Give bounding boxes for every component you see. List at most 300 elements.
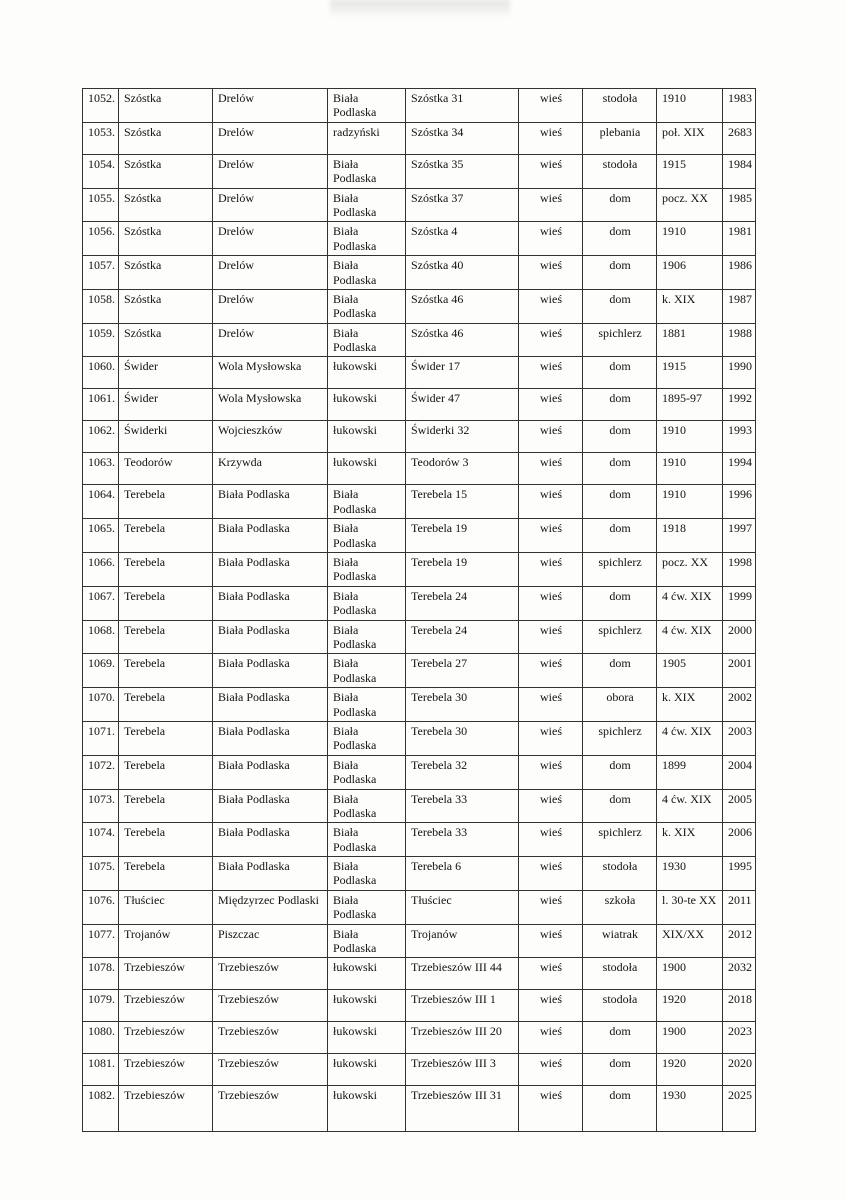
cell-locality: Trzebieszów (119, 1086, 213, 1132)
cell-locality: Szóstka (119, 222, 213, 256)
cell-row-number: 1071. (83, 721, 119, 755)
cell-dating: 1910 (657, 485, 723, 519)
cell-commune: Drelów (213, 222, 328, 256)
cell-dating: 1910 (657, 453, 723, 485)
cell-dating: k. XIX (657, 289, 723, 323)
cell-district: łukowski (328, 421, 406, 453)
cell-settlement-type: wieś (519, 289, 583, 323)
cell-commune: Piszczac (213, 924, 328, 958)
cell-row-number: 1073. (83, 789, 119, 823)
table-row (83, 789, 756, 823)
cell-object-type: stodoła (583, 154, 657, 188)
cell-object-type: dom (583, 421, 657, 453)
cell-dating: 1881 (657, 323, 723, 357)
cell-dating: 4 ćw. XIX (657, 620, 723, 654)
cell-row-number: 1081. (83, 1054, 119, 1086)
cell-register-code: 1986 (723, 256, 756, 290)
cell-settlement-type: wieś (519, 519, 583, 553)
cell-dating: k. XIX (657, 823, 723, 857)
cell-dating: 1905 (657, 654, 723, 688)
cell-commune: Trzebieszów (213, 1086, 328, 1132)
cell-object-type: dom (583, 357, 657, 389)
cell-address: Trojanów (406, 924, 519, 958)
cell-row-number: 1069. (83, 654, 119, 688)
cell-row-number: 1064. (83, 485, 119, 519)
cell-settlement-type: wieś (519, 421, 583, 453)
cell-district: łukowski (328, 958, 406, 990)
cell-row-number: 1078. (83, 958, 119, 990)
cell-object-type: dom (583, 789, 657, 823)
cell-district: łukowski (328, 389, 406, 421)
cell-locality: Trojanów (119, 924, 213, 958)
table-row (83, 990, 756, 1022)
cell-dating: k. XIX (657, 688, 723, 722)
cell-row-number: 1082. (83, 1086, 119, 1132)
cell-settlement-type: wieś (519, 688, 583, 722)
cell-commune: Biała Podlaska (213, 519, 328, 553)
cell-district: Biała Podlaska (328, 519, 406, 553)
table-row (83, 890, 756, 924)
cell-district: Biała Podlaska (328, 688, 406, 722)
cell-commune: Trzebieszów (213, 958, 328, 990)
cell-dating: 1910 (657, 421, 723, 453)
cell-row-number: 1072. (83, 755, 119, 789)
cell-address: Szóstka 46 (406, 323, 519, 357)
cell-settlement-type: wieś (519, 323, 583, 357)
table-row (83, 188, 756, 222)
cell-settlement-type: wieś (519, 890, 583, 924)
cell-commune: Biała Podlaska (213, 485, 328, 519)
cell-object-type: spichlerz (583, 553, 657, 587)
table-row (83, 688, 756, 722)
cell-address: Terebela 30 (406, 721, 519, 755)
scan-artifact (330, 0, 510, 18)
cell-register-code: 1993 (723, 421, 756, 453)
table-row (83, 122, 756, 154)
cell-settlement-type: wieś (519, 990, 583, 1022)
cell-dating: 1920 (657, 990, 723, 1022)
cell-register-code: 1983 (723, 89, 756, 123)
cell-commune: Drelów (213, 323, 328, 357)
cell-settlement-type: wieś (519, 122, 583, 154)
cell-settlement-type: wieś (519, 755, 583, 789)
cell-dating: poł. XIX (657, 122, 723, 154)
cell-register-code: 1987 (723, 289, 756, 323)
cell-district: łukowski (328, 357, 406, 389)
cell-dating: 1920 (657, 1054, 723, 1086)
cell-address: Szóstka 31 (406, 89, 519, 123)
cell-address: Szóstka 37 (406, 188, 519, 222)
cell-dating: 1900 (657, 958, 723, 990)
cell-address: Szóstka 35 (406, 154, 519, 188)
table-row (83, 289, 756, 323)
cell-object-type: obora (583, 688, 657, 722)
cell-commune: Drelów (213, 89, 328, 123)
cell-object-type: dom (583, 453, 657, 485)
cell-register-code: 2683 (723, 122, 756, 154)
cell-locality: Świderki (119, 421, 213, 453)
cell-district: Biała Podlaska (328, 154, 406, 188)
cell-dating: 4 ćw. XIX (657, 721, 723, 755)
cell-register-code: 2012 (723, 924, 756, 958)
cell-commune: Biała Podlaska (213, 688, 328, 722)
cell-row-number: 1055. (83, 188, 119, 222)
cell-row-number: 1076. (83, 890, 119, 924)
table-row (83, 857, 756, 891)
cell-register-code: 2020 (723, 1054, 756, 1086)
table-row (83, 620, 756, 654)
cell-district: Biała Podlaska (328, 620, 406, 654)
cell-object-type: dom (583, 1022, 657, 1054)
cell-locality: Świder (119, 389, 213, 421)
cell-row-number: 1059. (83, 323, 119, 357)
cell-row-number: 1066. (83, 553, 119, 587)
cell-row-number: 1057. (83, 256, 119, 290)
cell-dating: 1915 (657, 357, 723, 389)
cell-locality: Terebela (119, 654, 213, 688)
cell-district: Biała Podlaska (328, 256, 406, 290)
cell-object-type: dom (583, 389, 657, 421)
cell-dating: pocz. XX (657, 553, 723, 587)
cell-register-code: 2011 (723, 890, 756, 924)
cell-settlement-type: wieś (519, 188, 583, 222)
cell-address: Świder 17 (406, 357, 519, 389)
cell-register-code: 2004 (723, 755, 756, 789)
cell-commune: Biała Podlaska (213, 586, 328, 620)
cell-settlement-type: wieś (519, 586, 583, 620)
cell-commune: Biała Podlaska (213, 620, 328, 654)
cell-object-type: wiatrak (583, 924, 657, 958)
cell-district: Biała Podlaska (328, 485, 406, 519)
cell-object-type: spichlerz (583, 823, 657, 857)
cell-locality: Szóstka (119, 89, 213, 123)
cell-object-type: stodoła (583, 857, 657, 891)
cell-commune: Trzebieszów (213, 1054, 328, 1086)
cell-object-type: dom (583, 1054, 657, 1086)
cell-row-number: 1075. (83, 857, 119, 891)
cell-object-type: dom (583, 1086, 657, 1132)
cell-locality: Trzebieszów (119, 990, 213, 1022)
cell-district: Biała Podlaska (328, 89, 406, 123)
cell-register-code: 1984 (723, 154, 756, 188)
cell-row-number: 1068. (83, 620, 119, 654)
cell-dating: 1915 (657, 154, 723, 188)
cell-object-type: plebania (583, 122, 657, 154)
cell-commune: Biała Podlaska (213, 654, 328, 688)
cell-row-number: 1058. (83, 289, 119, 323)
cell-district: łukowski (328, 1086, 406, 1132)
cell-locality: Trzebieszów (119, 958, 213, 990)
cell-object-type: dom (583, 188, 657, 222)
cell-settlement-type: wieś (519, 857, 583, 891)
cell-row-number: 1056. (83, 222, 119, 256)
cell-address: Tłuściec (406, 890, 519, 924)
cell-register-code: 1981 (723, 222, 756, 256)
cell-locality: Terebela (119, 620, 213, 654)
cell-address: Trzebieszów III 1 (406, 990, 519, 1022)
cell-locality: Terebela (119, 857, 213, 891)
cell-register-code: 1998 (723, 553, 756, 587)
cell-address: Szóstka 4 (406, 222, 519, 256)
cell-register-code: 2018 (723, 990, 756, 1022)
cell-district: łukowski (328, 453, 406, 485)
cell-settlement-type: wieś (519, 924, 583, 958)
cell-locality: Terebela (119, 721, 213, 755)
cell-row-number: 1077. (83, 924, 119, 958)
cell-commune: Biała Podlaska (213, 721, 328, 755)
cell-locality: Terebela (119, 688, 213, 722)
cell-address: Trzebieszów III 20 (406, 1022, 519, 1054)
table-row (83, 1054, 756, 1086)
cell-commune: Wola Mysłowska (213, 389, 328, 421)
table-row (83, 586, 756, 620)
cell-district: radzyński (328, 122, 406, 154)
cell-locality: Terebela (119, 823, 213, 857)
cell-register-code: 2006 (723, 823, 756, 857)
cell-locality: Szóstka (119, 122, 213, 154)
cell-settlement-type: wieś (519, 357, 583, 389)
cell-address: Terebela 24 (406, 620, 519, 654)
cell-commune: Międzyrzec Podlaski (213, 890, 328, 924)
cell-locality: Szóstka (119, 256, 213, 290)
cell-dating: 4 ćw. XIX (657, 789, 723, 823)
cell-locality: Szóstka (119, 323, 213, 357)
cell-dating: 1899 (657, 755, 723, 789)
table-row (83, 485, 756, 519)
cell-row-number: 1067. (83, 586, 119, 620)
cell-settlement-type: wieś (519, 721, 583, 755)
cell-dating: 1930 (657, 857, 723, 891)
cell-register-code: 2025 (723, 1086, 756, 1132)
cell-object-type: dom (583, 289, 657, 323)
cell-row-number: 1079. (83, 990, 119, 1022)
cell-commune: Biała Podlaska (213, 553, 328, 587)
cell-address: Świder 47 (406, 389, 519, 421)
cell-register-code: 2003 (723, 721, 756, 755)
cell-commune: Drelów (213, 289, 328, 323)
table-row (83, 1086, 756, 1132)
table-row (83, 421, 756, 453)
cell-dating: 1900 (657, 1022, 723, 1054)
cell-district: Biała Podlaska (328, 823, 406, 857)
table-row (83, 721, 756, 755)
cell-row-number: 1080. (83, 1022, 119, 1054)
cell-commune: Trzebieszów (213, 1022, 328, 1054)
cell-row-number: 1054. (83, 154, 119, 188)
cell-object-type: spichlerz (583, 323, 657, 357)
cell-row-number: 1061. (83, 389, 119, 421)
cell-object-type: szkoła (583, 890, 657, 924)
cell-locality: Szóstka (119, 289, 213, 323)
cell-register-code: 1995 (723, 857, 756, 891)
cell-district: Biała Podlaska (328, 857, 406, 891)
cell-address: Terebela 30 (406, 688, 519, 722)
cell-district: łukowski (328, 1054, 406, 1086)
table-row (83, 222, 756, 256)
cell-locality: Tłuściec (119, 890, 213, 924)
cell-object-type: dom (583, 755, 657, 789)
cell-district: Biała Podlaska (328, 586, 406, 620)
cell-address: Terebela 19 (406, 519, 519, 553)
cell-dating: 1895-97 (657, 389, 723, 421)
cell-object-type: dom (583, 256, 657, 290)
cell-object-type: dom (583, 519, 657, 553)
cell-row-number: 1063. (83, 453, 119, 485)
cell-address: Terebela 24 (406, 586, 519, 620)
cell-register-code: 1997 (723, 519, 756, 553)
cell-commune: Biała Podlaska (213, 789, 328, 823)
cell-register-code: 2001 (723, 654, 756, 688)
cell-row-number: 1052. (83, 89, 119, 123)
cell-settlement-type: wieś (519, 453, 583, 485)
cell-district: Biała Podlaska (328, 289, 406, 323)
cell-locality: Terebela (119, 755, 213, 789)
cell-settlement-type: wieś (519, 1054, 583, 1086)
cell-district: Biała Podlaska (328, 188, 406, 222)
cell-settlement-type: wieś (519, 553, 583, 587)
cell-district: Biała Podlaska (328, 890, 406, 924)
cell-address: Szóstka 46 (406, 289, 519, 323)
cell-row-number: 1065. (83, 519, 119, 553)
cell-object-type: dom (583, 654, 657, 688)
cell-district: Biała Podlaska (328, 721, 406, 755)
cell-object-type: dom (583, 222, 657, 256)
cell-locality: Trzebieszów (119, 1054, 213, 1086)
cell-dating: l. 30-te XX (657, 890, 723, 924)
cell-district: łukowski (328, 1022, 406, 1054)
cell-settlement-type: wieś (519, 89, 583, 123)
cell-dating: 1910 (657, 222, 723, 256)
table-row (83, 256, 756, 290)
cell-locality: Terebela (119, 485, 213, 519)
cell-settlement-type: wieś (519, 256, 583, 290)
cell-dating: 4 ćw. XIX (657, 586, 723, 620)
table-row (83, 453, 756, 485)
cell-register-code: 2032 (723, 958, 756, 990)
cell-district: łukowski (328, 990, 406, 1022)
cell-register-code: 1990 (723, 357, 756, 389)
cell-commune: Biała Podlaska (213, 857, 328, 891)
cell-address: Terebela 6 (406, 857, 519, 891)
cell-address: Świderki 32 (406, 421, 519, 453)
cell-commune: Biała Podlaska (213, 823, 328, 857)
cell-address: Terebela 15 (406, 485, 519, 519)
cell-address: Teodorów 3 (406, 453, 519, 485)
cell-settlement-type: wieś (519, 1086, 583, 1132)
cell-dating: 1930 (657, 1086, 723, 1132)
cell-commune: Drelów (213, 188, 328, 222)
cell-commune: Drelów (213, 122, 328, 154)
cell-district: Biała Podlaska (328, 755, 406, 789)
cell-commune: Trzebieszów (213, 990, 328, 1022)
table-row (83, 519, 756, 553)
cell-settlement-type: wieś (519, 154, 583, 188)
cell-locality: Świder (119, 357, 213, 389)
cell-address: Szóstka 34 (406, 122, 519, 154)
table-row (83, 823, 756, 857)
cell-locality: Szóstka (119, 188, 213, 222)
cell-settlement-type: wieś (519, 620, 583, 654)
cell-register-code: 2005 (723, 789, 756, 823)
cell-row-number: 1074. (83, 823, 119, 857)
table-row (83, 389, 756, 421)
cell-commune: Wojcieszków (213, 421, 328, 453)
table-row (83, 89, 756, 123)
table-row (83, 553, 756, 587)
cell-settlement-type: wieś (519, 1022, 583, 1054)
cell-object-type: dom (583, 586, 657, 620)
table-row (83, 924, 756, 958)
cell-register-code: 1992 (723, 389, 756, 421)
cell-register-code: 1985 (723, 188, 756, 222)
cell-locality: Teodorów (119, 453, 213, 485)
cell-register-code: 2002 (723, 688, 756, 722)
cell-object-type: stodoła (583, 89, 657, 123)
cell-district: Biała Podlaska (328, 654, 406, 688)
table-row (83, 958, 756, 990)
table-row (83, 323, 756, 357)
cell-row-number: 1062. (83, 421, 119, 453)
cell-object-type: dom (583, 485, 657, 519)
cell-dating: 1918 (657, 519, 723, 553)
cell-locality: Terebela (119, 519, 213, 553)
cell-register-code: 2023 (723, 1022, 756, 1054)
cell-district: Biała Podlaska (328, 789, 406, 823)
cell-row-number: 1053. (83, 122, 119, 154)
cell-commune: Drelów (213, 154, 328, 188)
cell-address: Terebela 33 (406, 789, 519, 823)
cell-district: Biała Podlaska (328, 553, 406, 587)
cell-locality: Terebela (119, 789, 213, 823)
cell-district: Biała Podlaska (328, 222, 406, 256)
cell-dating: 1910 (657, 89, 723, 123)
cell-address: Terebela 19 (406, 553, 519, 587)
cell-address: Terebela 32 (406, 755, 519, 789)
cell-commune: Drelów (213, 256, 328, 290)
table-row (83, 357, 756, 389)
cell-address: Trzebieszów III 3 (406, 1054, 519, 1086)
cell-settlement-type: wieś (519, 389, 583, 421)
table-row (83, 154, 756, 188)
cell-dating: pocz. XX (657, 188, 723, 222)
cell-object-type: stodoła (583, 958, 657, 990)
cell-address: Terebela 33 (406, 823, 519, 857)
cell-settlement-type: wieś (519, 654, 583, 688)
cell-address: Terebela 27 (406, 654, 519, 688)
cell-object-type: spichlerz (583, 721, 657, 755)
cell-address: Szóstka 40 (406, 256, 519, 290)
cell-register-code: 1988 (723, 323, 756, 357)
cell-settlement-type: wieś (519, 222, 583, 256)
table-row (83, 654, 756, 688)
cell-settlement-type: wieś (519, 958, 583, 990)
cell-settlement-type: wieś (519, 823, 583, 857)
table-row (83, 755, 756, 789)
cell-register-code: 1999 (723, 586, 756, 620)
cell-dating: 1906 (657, 256, 723, 290)
cell-dating: XIX/XX (657, 924, 723, 958)
cell-locality: Szóstka (119, 154, 213, 188)
cell-commune: Biała Podlaska (213, 755, 328, 789)
cell-register-code: 1994 (723, 453, 756, 485)
cell-locality: Trzebieszów (119, 1022, 213, 1054)
cell-district: Biała Podlaska (328, 323, 406, 357)
cell-district: Biała Podlaska (328, 924, 406, 958)
cell-object-type: spichlerz (583, 620, 657, 654)
cell-locality: Terebela (119, 586, 213, 620)
cell-commune: Wola Mysłowska (213, 357, 328, 389)
cell-register-code: 1996 (723, 485, 756, 519)
